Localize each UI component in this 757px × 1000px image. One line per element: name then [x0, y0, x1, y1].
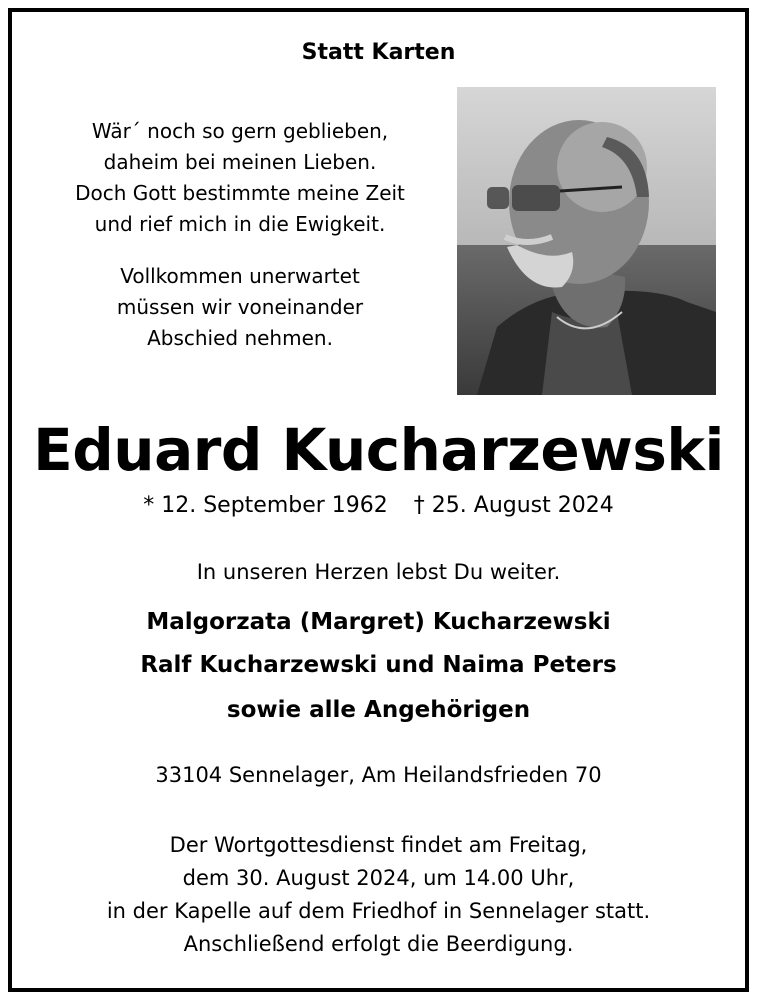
poem [40, 116, 440, 240]
mourner-name: Ralf Kucharzewski und Naima Peters [140, 652, 617, 678]
service-line: Anschließend erfolgt die Beerdigung. [183, 932, 574, 956]
statement-line: müssen wir voneinander [116, 295, 364, 319]
poem-line: und rief mich in die Ewigkeit. [94, 212, 386, 236]
poem-line: Doch Gott bestimmte meine Zeit [75, 181, 405, 205]
service-line: dem 30. August 2024, um 14.00 Uhr, [182, 866, 575, 890]
service-line: Der Wortgottesdienst findet am Freitag, [169, 833, 588, 857]
poem-line: Wär´ noch so gern geblieben, [91, 119, 389, 143]
portrait-photo [457, 87, 716, 395]
statement-line: Vollkommen unerwartet [120, 264, 360, 288]
birth-date: * 12. September 1962 [143, 493, 388, 518]
deceased-name: Eduard Kucharzewski [33, 416, 724, 484]
mourner-name: Malgorzata (Margret) Kucharzewski [146, 609, 611, 635]
service-info [0, 829, 757, 961]
poem-line: daheim bei meinen Lieben. [103, 150, 377, 174]
motto: In unseren Herzen lebst Du weiter. [196, 560, 561, 584]
statement-line: Abschied nehmen. [147, 326, 333, 350]
statement [40, 261, 440, 354]
death-date: † 25. August 2024 [413, 493, 614, 518]
address: 33104 Sennelager, Am Heilandsfrieden 70 [155, 763, 602, 787]
mourner-name: sowie alle Angehörigen [226, 697, 531, 723]
notice-header: Statt Karten [301, 40, 456, 65]
service-line: in der Kapelle auf dem Friedhof in Sennelager statt. [106, 899, 651, 923]
life-dates [0, 493, 757, 518]
